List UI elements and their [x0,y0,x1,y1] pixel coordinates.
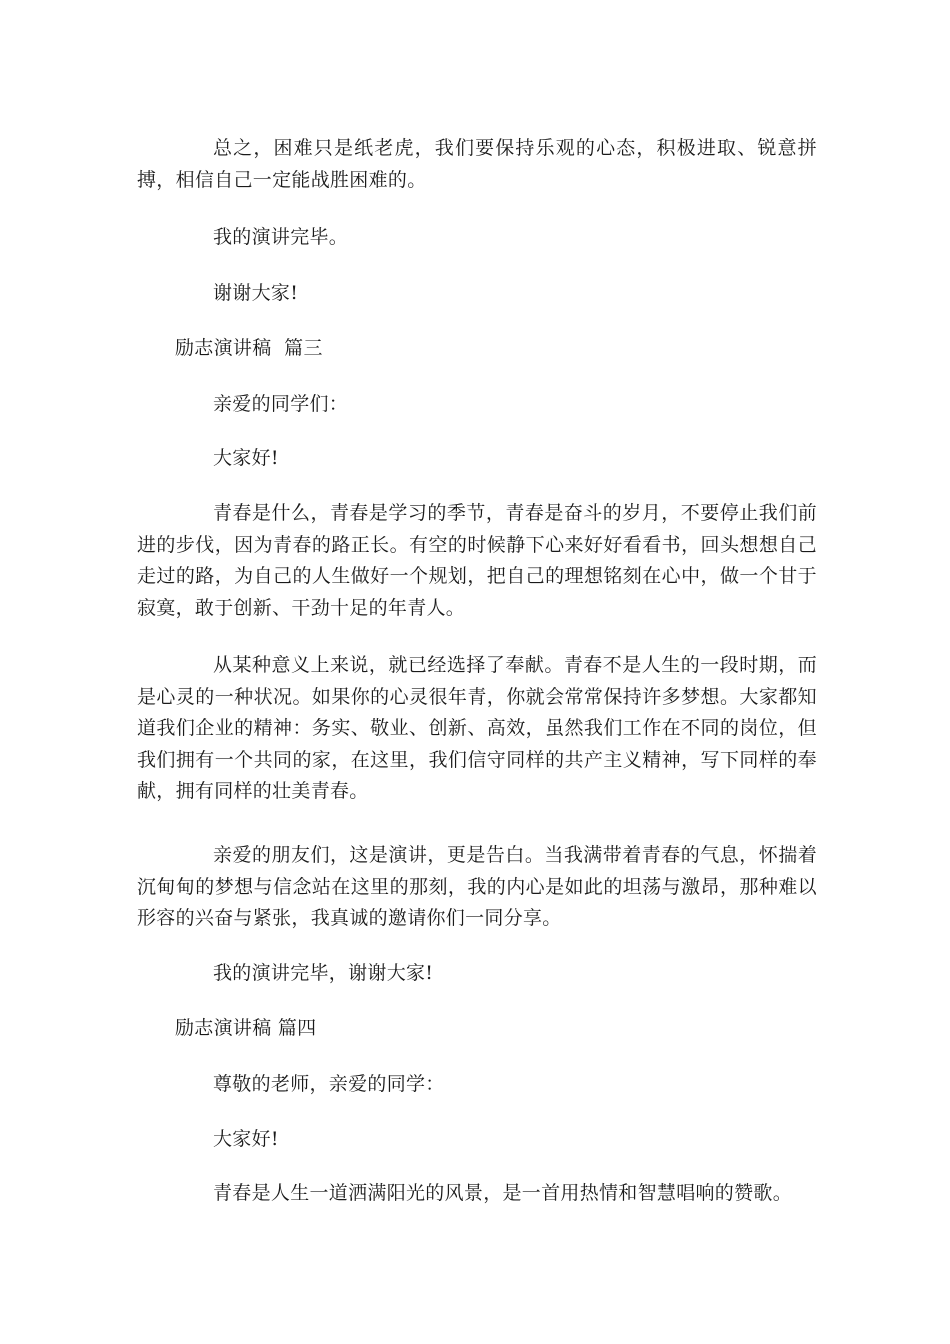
paragraph-conclusion: 总之，困难只是纸老虎，我们要保持乐观的心态，积极进取、锐意拼搏，相信自己一定能战胜困难的。 [137,137,817,191]
paragraph-youth-scenery: 青春是人生一道洒满阳光的风景，是一首用热情和智慧唱响的赞歌。 [213,1182,793,1204]
paragraph-hello: 大家好! [213,447,279,469]
paragraph-dedication: 从某种意义上来说，就已经选择了奉献。青春不是人生的一段时期，而是心灵的一种状况。如果你的心灵很年青，你就会常常保持许多梦想。大家都知道我们企业的精神：务实、敬业、创新、高效，虽然我们工作在不同的岗位，但我们拥有一个共同的家，在这里，我们信守同样的共产主义精神，写下同样的奉献，拥有同样的壮美青春。 [137,654,817,802]
paragraph-hello-2: 大家好! [213,1128,279,1150]
section-heading-part-three: 励志演讲稿 篇三 [175,337,323,359]
paragraph-greeting-teachers: 尊敬的老师，亲爱的同学： [213,1073,445,1095]
paragraph-speech-end: 我的演讲完毕。 [213,226,349,248]
paragraph-confession: 亲爱的朋友们，这是演讲，更是告白。当我满带着青春的气息，怀揣着沉甸甸的梦想与信念站在这里的那刻，我的内心是如此的坦荡与激昂，那种难以形容的兴奋与紧张，我真诚的邀请你们一同分享。 [137,844,817,929]
paragraph-speech-end-thanks: 我的演讲完毕，谢谢大家! [213,962,434,984]
paragraph-greeting-students: 亲爱的同学们： [213,393,349,415]
section-heading-part-four: 励志演讲稿 篇四 [175,1017,317,1039]
paragraph-thanks: 谢谢大家! [213,282,299,304]
paragraph-youth-what: 青春是什么，青春是学习的季节，青春是奋斗的岁月，不要停止我们前进的步伐，因为青春的路正长。有空的时候静下心来好好看看书，回头想想自己走过的路，为自己的人生做好一个规划，把自己的理想铭刻在心中，做一个甘于寂寞，敢于创新、干劲十足的年青人。 [137,502,817,619]
